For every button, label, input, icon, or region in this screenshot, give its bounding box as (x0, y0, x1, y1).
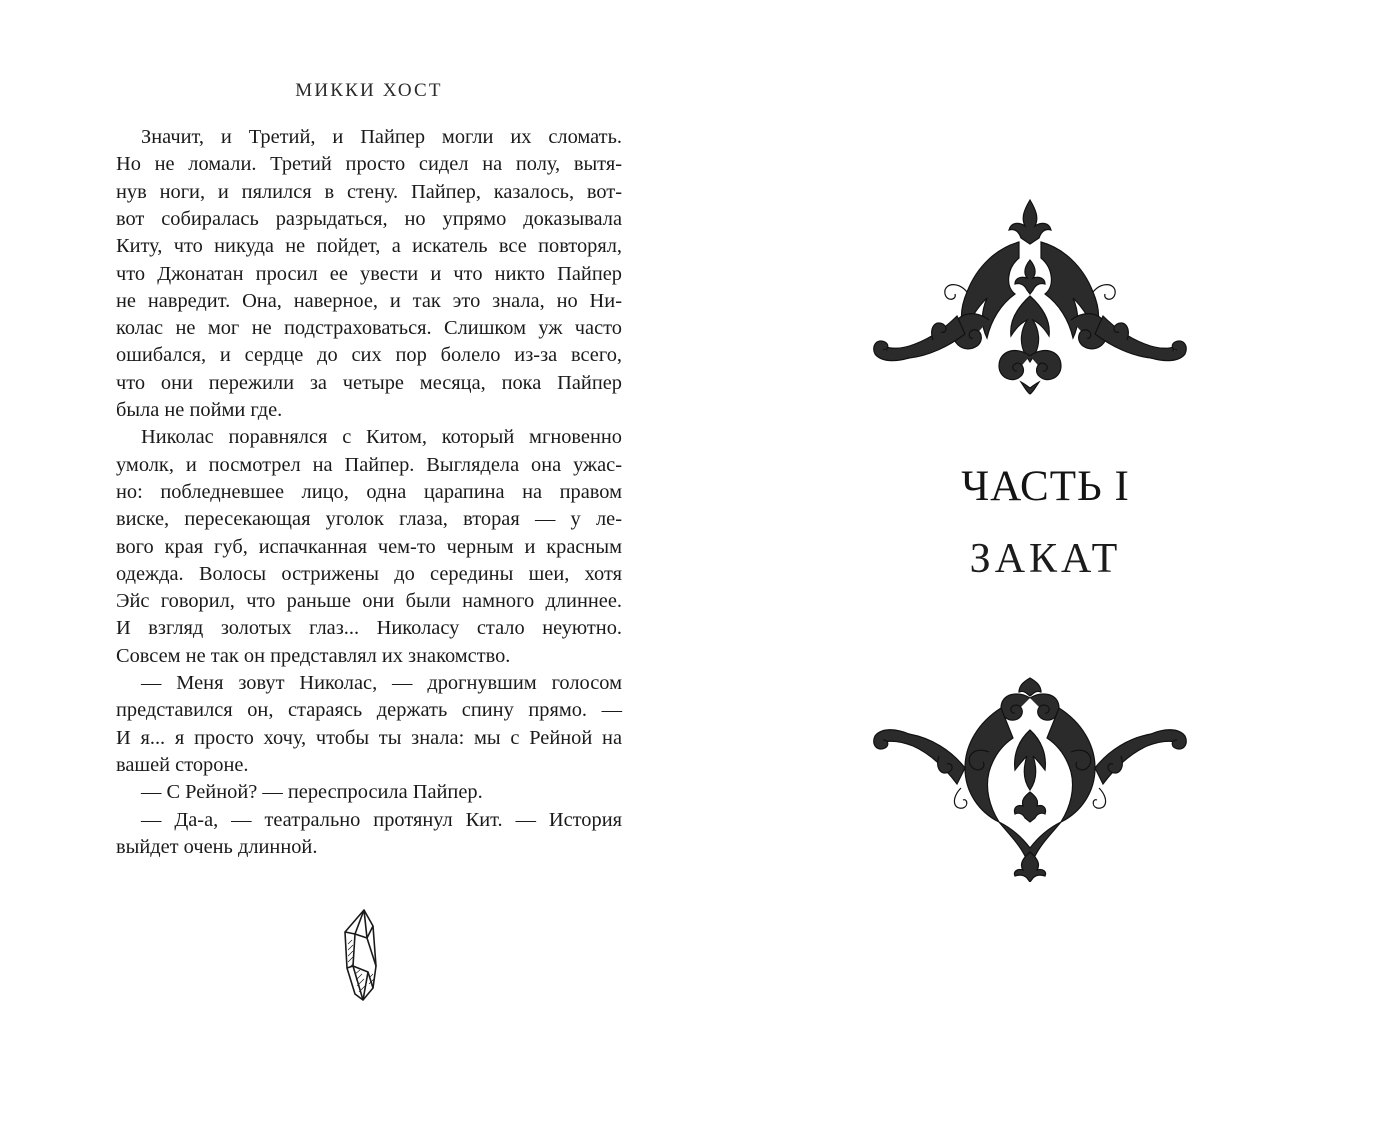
baroque-ornament-inverted-icon (869, 672, 1191, 882)
text-line: — С Рейной? — переспросила Пайпер. (141, 781, 483, 804)
text-line: вот собиралась разрыдаться, но упрямо доказывала (116, 207, 622, 230)
right-page (697, 0, 1394, 1125)
text-line: И взгляд золотых глаз... Николасу стало неуютно. (116, 617, 622, 640)
text-line: вого края губ, испачканная чем-то черным и красным (116, 535, 622, 558)
text-line: что они пережили за четыре месяца, пока Пайпер (116, 371, 622, 394)
text-line: Киту, что никуда не пойдет, а искатель все повторял, (116, 235, 622, 258)
text-line: Эйс говорил, что раньше они были намного длиннее. (116, 590, 622, 613)
text-line: нув ноги, и пялился в стену. Пайпер, казалось, вот- (116, 180, 622, 203)
part-title: ЧАСТЬ I (961, 463, 1130, 510)
text-line: одежда. Волосы острижены до середины шеи, хотя (116, 562, 622, 585)
text-line: Но не ломали. Третий просто сидел на полу, вытя- (116, 153, 622, 176)
text-line: выйдет очень длинной. (116, 835, 318, 858)
text-line: виске, пересекающая уголок глаза, вторая — у ле- (116, 508, 622, 531)
text-line: что Джонатан просил ее увести и что никто Пайпер (116, 262, 622, 285)
text-line: — Да-а, — театрально протянул Кит. — История (141, 808, 622, 831)
running-head-author: МИККИ ХОСТ (295, 80, 443, 101)
text-line: Николас поравнялся с Китом, который мгновенно (141, 426, 622, 449)
text-line: но: побледневшее лицо, одна царапина на правом (116, 480, 622, 503)
text-line: Значит, и Третий, и Пайпер могли их сломать. (141, 126, 622, 148)
text-line: не навредит. Она, наверное, и так это знала, но Ни- (116, 289, 622, 312)
text-line: вашей стороне. (116, 753, 249, 776)
part-subtitle: ЗАКАТ (969, 536, 1122, 582)
text-line: — Меня зовут Николас, — дрогнувшим голосом (141, 672, 622, 694)
crystal-icon (343, 904, 383, 1004)
baroque-ornament-icon (869, 196, 1191, 396)
text-line: ошибался, и сердце до сих пор болело из-за всего, (116, 344, 622, 367)
text-line: была не пойми где. (116, 399, 283, 421)
text-line: представился он, стараясь держать спину прямо. — (116, 699, 622, 722)
text-line: И я... я просто хочу, чтобы ты знала: мы с Рейной на (116, 726, 622, 749)
text-line: колас не мог не подстраховаться. Слишком уж часто (116, 317, 622, 340)
text-line: умолк, и посмотрел на Пайпер. Выглядела она ужас- (116, 453, 622, 476)
text-line: Совсем не так он представлял их знакомство. (116, 644, 511, 667)
